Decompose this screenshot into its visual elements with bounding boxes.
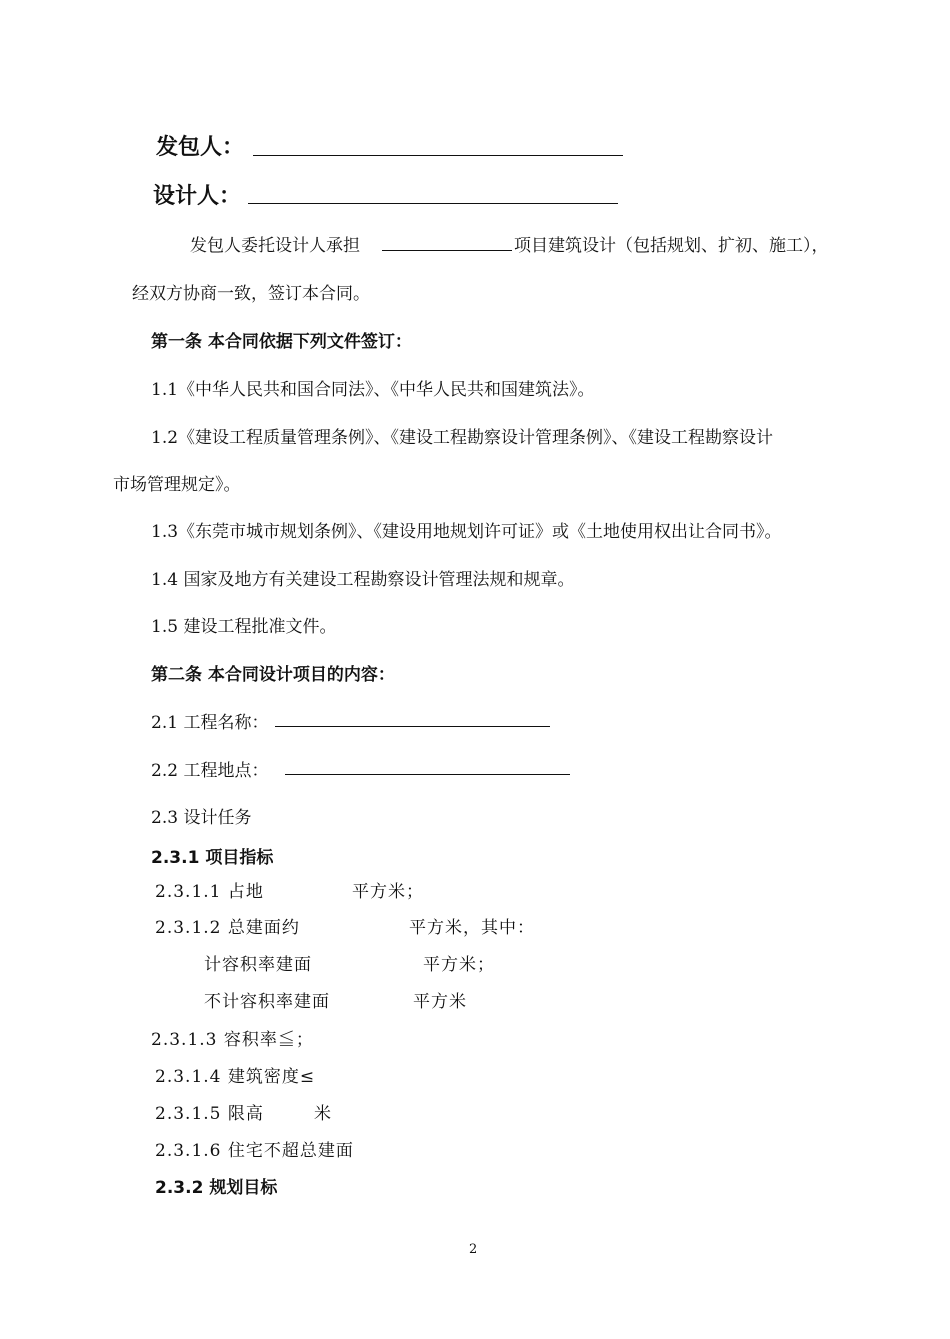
- project-location-label: 2.2 工程地点：: [151, 761, 269, 781]
- residential-limit-label: 2.3.1.6 住宅不超总建面: [155, 1141, 354, 1161]
- project-blank-line[interactable]: [382, 250, 512, 251]
- intro-part2: 项目建筑设计（包括规划、扩初、施工），: [514, 236, 829, 256]
- employer-blank-line[interactable]: [253, 155, 623, 156]
- page-number: 2: [469, 1242, 478, 1257]
- land-area-label: 2.3.1.1 占地: [155, 882, 264, 902]
- density-label: 2.3.1.4 建筑密度≤: [155, 1067, 316, 1087]
- article1-item-1-5: 1.5 建设工程批准文件。: [151, 617, 337, 637]
- indicators-heading: 2.3.1 项目指标: [151, 848, 274, 868]
- nonfar-gfa-unit: 平方米: [413, 992, 467, 1012]
- article1-item-1-4: 1.4 国家及地方有关建设工程勘察设计管理法规和规章。: [151, 570, 575, 590]
- height-limit-label: 2.3.1.5 限高: [155, 1104, 264, 1124]
- designer-label: 设计人：: [153, 184, 242, 209]
- employer-label: 发包人：: [156, 135, 245, 160]
- article1-heading: 第一条 本合同依据下列文件签订：: [151, 332, 412, 352]
- far-gfa-unit: 平方米；: [423, 955, 495, 975]
- article1-item-1-1: 1.1《中华人民共和国合同法》、《中华人民共和国建筑法》。: [151, 380, 595, 400]
- article1-item-1-3: 1.3《东莞市城市规划条例》、《建设用地规划许可证》或《土地使用权出让合同书》。: [151, 522, 782, 542]
- project-name-label: 2.1 工程名称：: [151, 713, 269, 733]
- intro-line2: 经双方协商一致，签订本合同。: [132, 284, 370, 304]
- gfa-label: 2.3.1.2 总建面约: [155, 918, 300, 938]
- design-task-label: 2.3 设计任务: [151, 808, 252, 828]
- planning-goals-heading: 2.3.2 规划目标: [155, 1178, 278, 1198]
- intro-part1: 发包人委托设计人承担: [190, 236, 360, 256]
- article2-heading: 第二条 本合同设计项目的内容：: [151, 665, 395, 685]
- height-limit-unit: 米: [314, 1104, 332, 1124]
- far-gfa-label: 计容积率建面: [204, 955, 312, 975]
- land-area-unit: 平方米；: [352, 882, 424, 902]
- article1-item-1-2-cont: 市场管理规定》。: [113, 475, 241, 495]
- project-name-blank-line[interactable]: [275, 726, 550, 727]
- gfa-unit: 平方米，其中：: [409, 918, 535, 938]
- far-label: 2.3.1.3 容积率≦；: [151, 1030, 314, 1050]
- designer-blank-line[interactable]: [248, 203, 618, 204]
- project-location-blank-line[interactable]: [285, 774, 570, 775]
- nonfar-gfa-label: 不计容积率建面: [204, 992, 330, 1012]
- article1-item-1-2: 1.2《建设工程质量管理条例》、《建设工程勘察设计管理条例》、《建设工程勘察设计: [151, 428, 774, 448]
